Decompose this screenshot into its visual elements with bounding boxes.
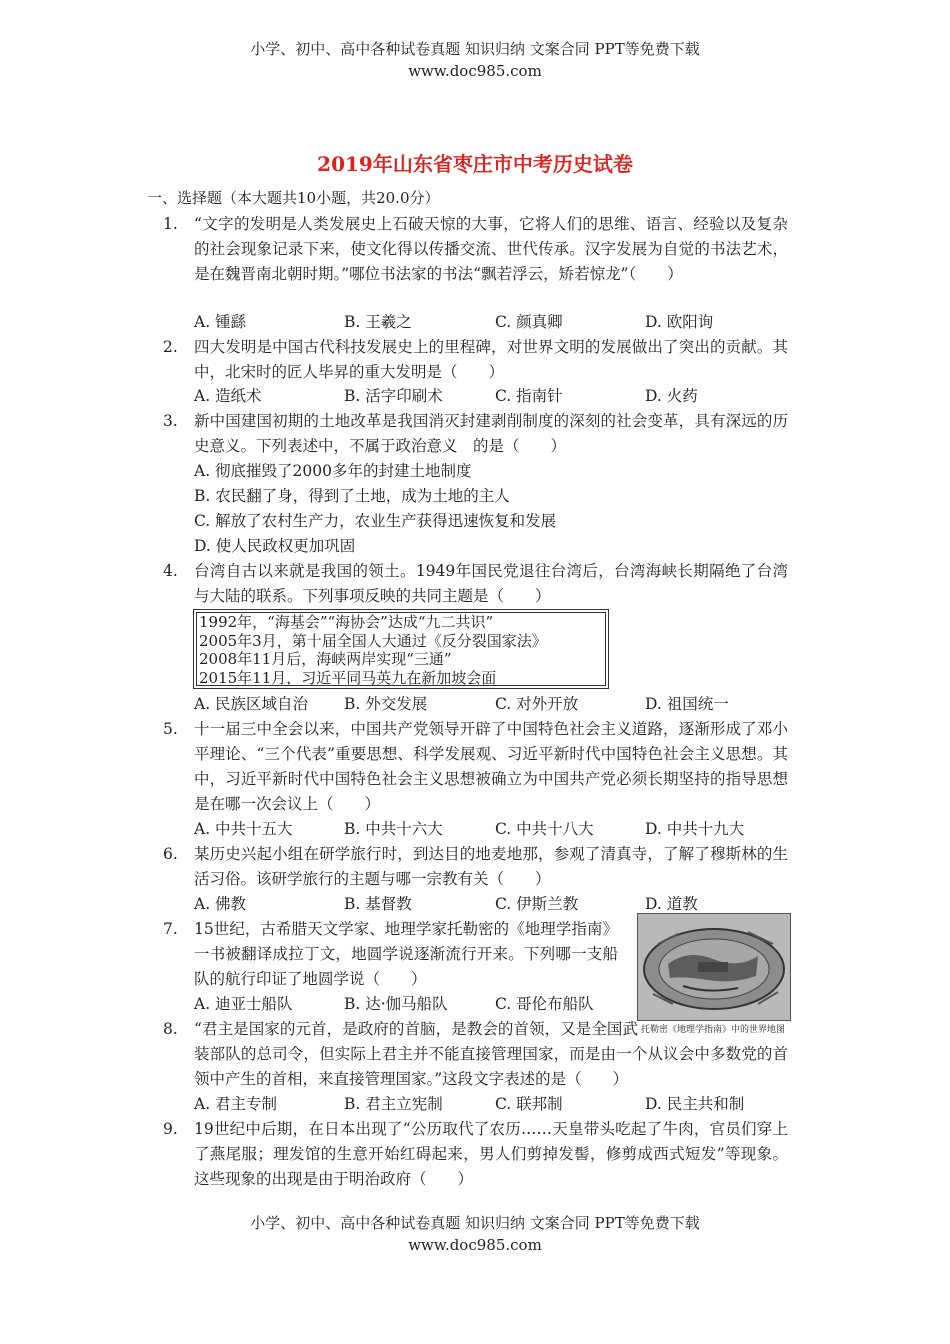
question-text: 15世纪，古希腊天文学家、地理学家托勒密的《地理学指南》一书被翻译成拉丁文，地圆学说逐渐流行开来。下列哪一支船队的航行印证了地圆学说（ ）	[194, 920, 618, 988]
map-caption: 托勒密《地理学指南》中的世界地图	[640, 1025, 785, 1035]
question-8-text: “君主是国家的元首，是政府的首脑，是教会的首领，又是全国武装部队的总司令，但实际上君主并不能直接管理国家，而是由一个从议会中多数党的首领中产生的首相，来直接管理国家。”这段文字表述的是（ ）	[194, 1020, 788, 1088]
option-d[interactable]: D. 火药	[645, 387, 698, 405]
question-4	[163, 559, 788, 609]
option-d[interactable]: D. 民主共和制	[645, 1095, 745, 1113]
option-d[interactable]: D. 祖国统一	[645, 695, 729, 713]
question-number: 9.	[163, 1120, 178, 1138]
option-d[interactable]: D. 欧阳询	[645, 313, 714, 331]
map-icon	[638, 914, 790, 1020]
question-2	[163, 335, 788, 385]
header-line-1: 小学、初中、高中各种试卷真题 知识归纳 文案合同 PPT等免费下载	[250, 40, 700, 58]
question-number: 6.	[163, 845, 178, 863]
option-b[interactable]: B. 外交发展	[344, 695, 428, 713]
option-a[interactable]: A. 民族区域自治	[194, 695, 309, 713]
ptolemy-world-map-image	[637, 913, 791, 1021]
question-5	[163, 717, 788, 817]
option-b[interactable]: B. 君主立宪制	[344, 1095, 443, 1113]
event-line: 2015年11月，习近平同马英九在新加坡会面	[199, 668, 497, 687]
option-a[interactable]: A. 中共十五大	[194, 820, 293, 838]
option-a[interactable]: A. 彻底摧毁了2000多年的封建土地制度	[194, 462, 472, 480]
option-b[interactable]: B. 活字印刷术	[344, 387, 443, 405]
question-text: 某历史兴起小组在研学旅行时，到达目的地麦地那，参观了清真寺，了解了穆斯林的生活习俗。该研学旅行的主题与哪一宗教有关（ ）	[194, 845, 788, 888]
option-b[interactable]: B. 基督教	[344, 895, 412, 913]
page-footer	[0, 1212, 950, 1256]
question-number: 4.	[163, 562, 178, 580]
section-heading: 一、选择题（本大题共10小题，共20.0分）	[147, 189, 440, 207]
option-a[interactable]: A. 迪亚士船队	[194, 995, 293, 1013]
option-c[interactable]: C. 解放了农村生产力，农业生产获得迅速恢复和发展	[194, 512, 557, 530]
event-line: 2008年11月后，海峡两岸实现“三通”	[199, 650, 452, 668]
page-title: 2019年山东省枣庄市中考历史试卷	[317, 152, 633, 176]
event-line: 2005年3月，第十届全国人大通过《反分裂国家法》	[199, 631, 547, 650]
option-b[interactable]: B. 达·伽马船队	[344, 995, 448, 1013]
events-box	[193, 609, 609, 689]
page-header	[0, 38, 950, 82]
option-c[interactable]: C. 指南针	[495, 387, 563, 405]
question-text: 新中国建国初期的土地改革是我国消灭封建剥削制度的深刻的社会变革，具有深远的历史意义。下列表述中，不属于政治意义 的是（ ）	[194, 412, 788, 455]
question-9	[163, 1117, 788, 1192]
option-c[interactable]: C. 对外开放	[495, 695, 579, 713]
option-a[interactable]: A. 造纸术	[194, 387, 262, 405]
question-number: 8.	[163, 1020, 178, 1038]
option-c[interactable]: C. 哥伦布船队	[495, 995, 594, 1013]
question-number: 1.	[163, 215, 178, 233]
event-line: 1992年，“海基会”“海协会”达成“九二共识”	[199, 613, 494, 631]
option-d[interactable]: D. 使人民政权更加巩固	[194, 537, 356, 555]
question-number: 5.	[163, 720, 178, 738]
option-a[interactable]: A. 佛教	[194, 895, 247, 913]
option-d[interactable]: D. 道教	[645, 895, 698, 913]
header-line-2[interactable]: www.doc985.com	[408, 62, 542, 80]
question-text: 台湾自古以来就是我国的领土。1949年国民党退往台湾后，台湾海峡长期隔绝了台湾与大陆的联系。下列事项反映的共同主题是（ ）	[194, 562, 788, 605]
question-text: 19世纪中后期，在日本出现了“公历取代了农历……天皇带头吃起了牛肉，官员们穿上了燕尾服；理发馆的生意开始红碍起来，男人们剪掉发髻，修剪成西式短发”等现象。这些现象的出现是由于明治政府（ ）	[194, 1120, 788, 1188]
option-b[interactable]: B. 王羲之	[344, 313, 412, 331]
question-6	[163, 842, 788, 892]
question-number: 3.	[163, 412, 178, 430]
option-c[interactable]: C. 联邦制	[495, 1095, 563, 1113]
question-1	[163, 212, 788, 287]
option-a[interactable]: A. 君主专制	[194, 1095, 278, 1113]
option-a[interactable]: A. 锺繇	[194, 313, 247, 331]
question-3	[163, 409, 788, 459]
option-b[interactable]: B. 中共十六大	[344, 820, 443, 838]
question-number: 2.	[163, 338, 178, 356]
option-d[interactable]: D. 中共十九大	[645, 820, 745, 838]
option-c[interactable]: C. 中共十八大	[495, 820, 594, 838]
option-c[interactable]: C. 伊斯兰教	[495, 895, 579, 913]
option-c[interactable]: C. 颜真卿	[495, 313, 563, 331]
question-text: 十一届三中全会以来，中国共产党领导开辟了中国特色社会主义道路，逐渐形成了邓小平理论、“三个代表”重要思想、科学发展观、习近平新时代中国特色社会主义思想。其中，习近平新时代中国特色社会主义思想被确立为中国共产党必须长期坚持的指导思想是在哪一次会议上（ ）	[194, 720, 788, 813]
question-text: “文字的发明是人类发展史上石破天惊的大事，它将人们的思维、语言、经验以及复杂的社会现象记录下来，使文化得以传播交流、世代传承。汉字发展为自觉的书法艺术，是在魏晋南北朝时期。”哪位书法家的书法“飘若浮云，矫若惊龙”（ ）	[194, 215, 788, 283]
footer-line-1: 小学、初中、高中各种试卷真题 知识归纳 文案合同 PPT等免费下载	[250, 1214, 700, 1232]
option-b[interactable]: B. 农民翻了身，得到了土地，成为土地的主人	[194, 487, 510, 505]
question-7	[163, 917, 618, 992]
question-number: 7.	[163, 920, 178, 938]
question-text: 四大发明是中国古代科技发展史上的里程碑，对世界文明的发展做出了突出的贡献。其中，北宋时的匠人毕昇的重大发明是（ ）	[194, 338, 788, 381]
footer-line-2[interactable]: www.doc985.com	[408, 1236, 542, 1254]
